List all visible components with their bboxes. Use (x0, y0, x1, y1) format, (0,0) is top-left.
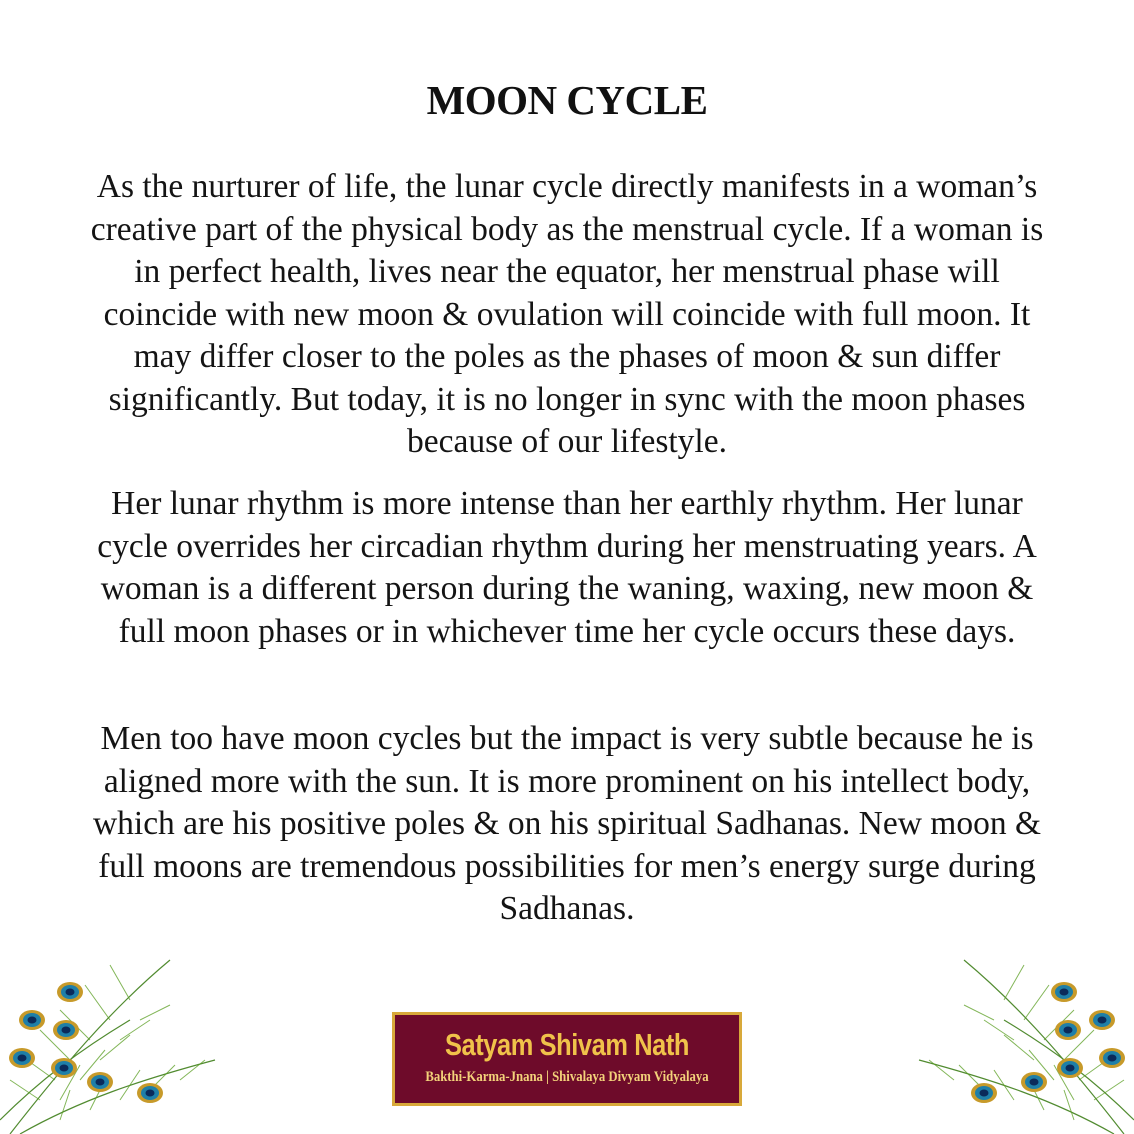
page-title: MOON CYCLE (426, 77, 708, 123)
paragraph-lunar-cycle: As the nurturer of life, the lunar cycle directly manifests in a woman’s creative part of the physical body as the menstrual cycle. If a woman is in perfect health, lives near the equator, her menstrual phase will coincide with new moon & ovulation will coincide with full moon. It may differ closer to the poles as the phases of moon & sun differ significantly. But today, it is no longer in sync with the moon phases because of our lifestyle. (90, 168, 1044, 460)
brand-logo (392, 1012, 742, 1106)
brand-name: Satyam Shivam Nath (444, 1027, 690, 1062)
peacock-feather-icon (0, 950, 230, 1134)
peacock-feather-icon (904, 950, 1134, 1134)
paragraph-men-moon-cycles: Men too have moon cycles but the impact is very subtle because he is aligned more with the sun. It is more prominent on his intellect body, which are his positive poles & on his spiritual Sadhanas. New moon & full moons are tremendous possibilities for men’s energy surge during Sadhanas. (92, 720, 1042, 927)
brand-tagline: Bakthi-Karma-Jnana | Shivalaya Divyam Vidyalaya (425, 1069, 709, 1085)
paragraph-lunar-rhythm: Her lunar rhythm is more intense than her earthly rhythm. Her lunar cycle overrides her circadian rhythm during her menstruating years. A woman is a different person during the waning, waxing, new moon & full moon phases or in whichever time her cycle occurs these days. (97, 485, 1037, 650)
